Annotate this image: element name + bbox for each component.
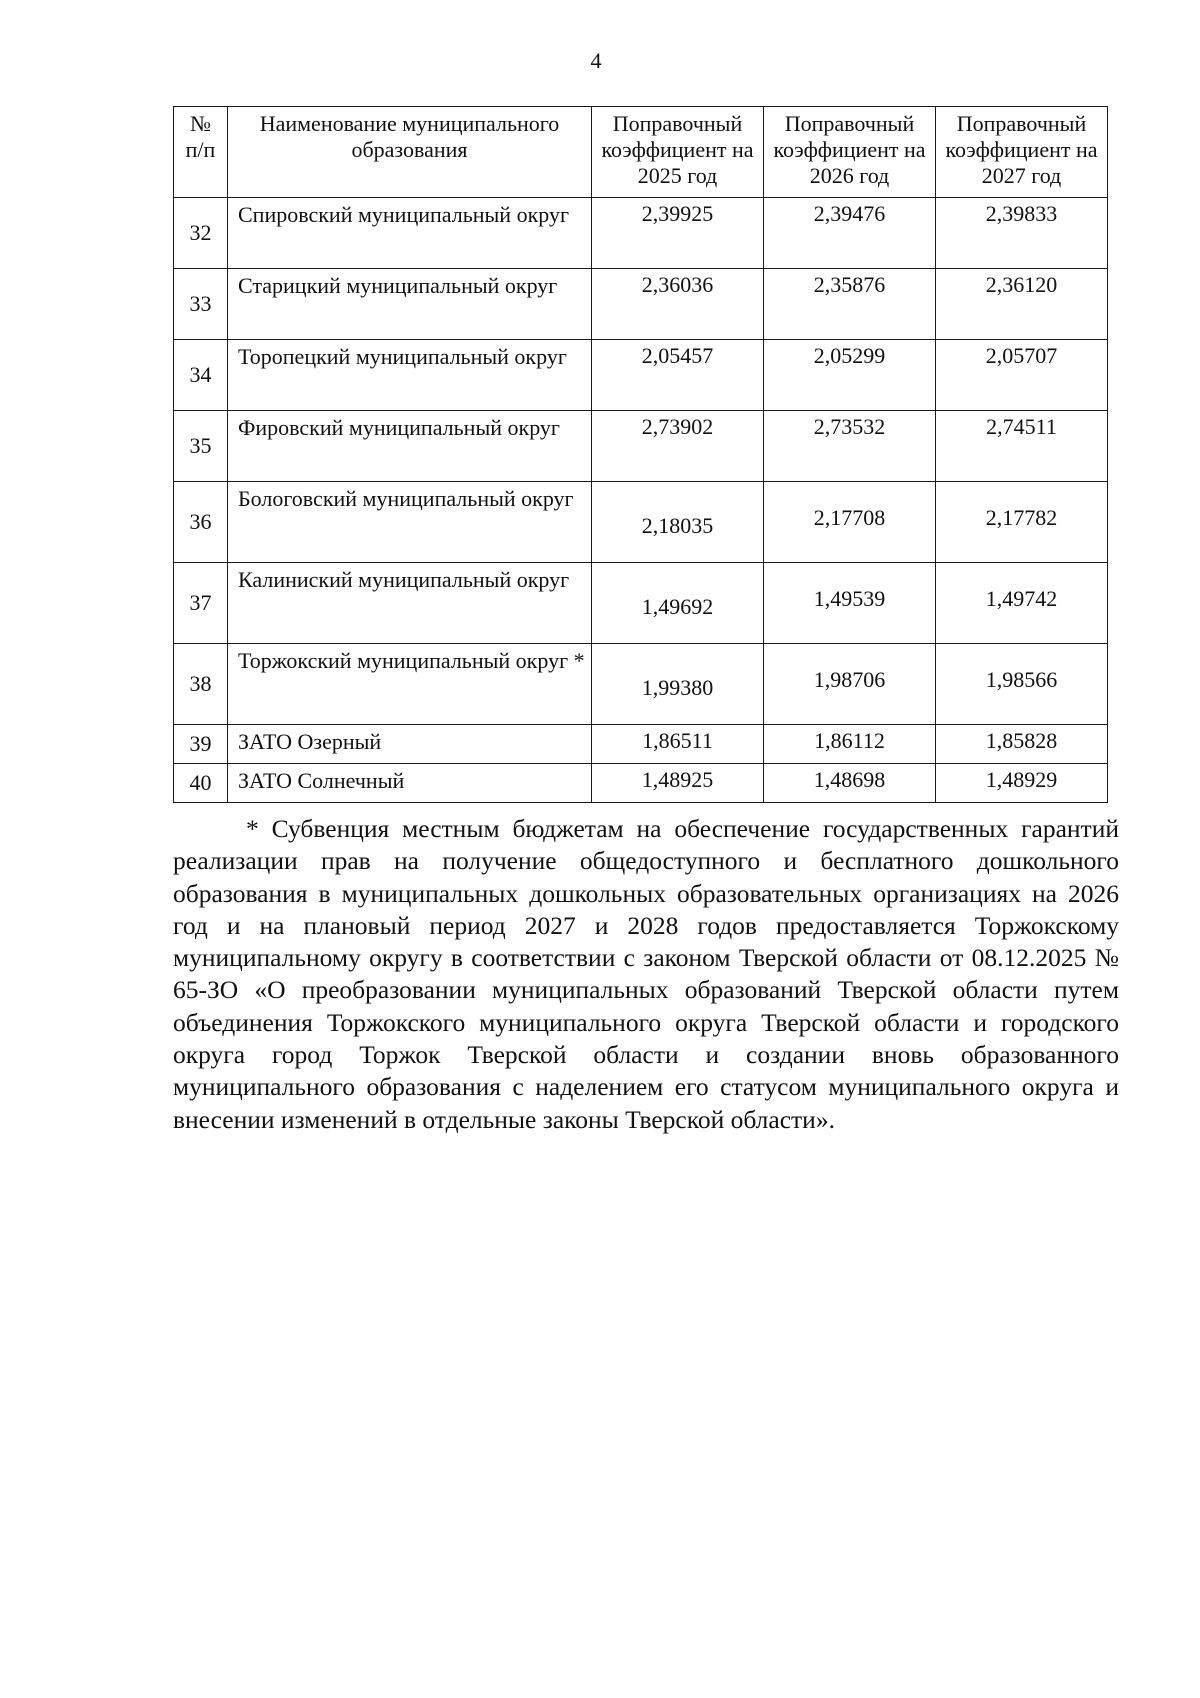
coef-2026: 2,05299	[764, 340, 936, 411]
coef-2026: 2,35876	[764, 269, 936, 340]
table-row	[174, 725, 1108, 764]
coef-2027: 2,36120	[936, 269, 1108, 340]
coef-2025: 2,18035	[592, 482, 764, 563]
coef-2027: 2,74511	[936, 411, 1108, 482]
row-number: 38	[174, 644, 228, 725]
coef-2025: 2,36036	[592, 269, 764, 340]
row-number: 34	[174, 340, 228, 411]
table-row	[174, 340, 1108, 411]
coefficient-table	[173, 106, 1108, 803]
table-row	[174, 563, 1108, 644]
table-row	[174, 482, 1108, 563]
header-coef-2025: Поправочный коэффициент на 2025 год	[592, 107, 764, 198]
municipality-name: Торопецкий муниципальный округ	[228, 340, 592, 411]
coef-2027: 1,48929	[936, 764, 1108, 803]
coef-2025: 1,99380	[592, 644, 764, 725]
row-number: 35	[174, 411, 228, 482]
row-number: 37	[174, 563, 228, 644]
coef-2025: 1,86511	[592, 725, 764, 764]
table-row	[174, 269, 1108, 340]
row-number: 39	[174, 725, 228, 764]
coef-2027: 2,17782	[936, 482, 1108, 563]
municipality-name: Старицкий муниципальный округ	[228, 269, 592, 340]
coef-2026: 2,17708	[764, 482, 936, 563]
coef-2026: 2,73532	[764, 411, 936, 482]
row-number: 40	[174, 764, 228, 803]
municipality-name: Торжокский муниципальный округ *	[228, 644, 592, 725]
municipality-name: ЗАТО Озерный	[228, 725, 592, 764]
table-header-row	[174, 107, 1108, 198]
coef-2026: 1,98706	[764, 644, 936, 725]
municipality-name: Бологовский муниципальный округ	[228, 482, 592, 563]
header-name: Наименование муниципального образования	[228, 107, 592, 198]
coef-2027: 2,39833	[936, 198, 1108, 269]
coef-2026: 1,86112	[764, 725, 936, 764]
coef-2027: 1,85828	[936, 725, 1108, 764]
coef-2025: 2,73902	[592, 411, 764, 482]
coef-2025: 2,05457	[592, 340, 764, 411]
table-row	[174, 644, 1108, 725]
footnote-paragraph: * Субвенция местным бюджетам на обеспечение государственных гарантий реализации прав на получение общедоступного и бесплатного дошкольного образования в муниципальных дошкольных образовательных организациях на 2026 год и на плановый период 2027 и 2028 годов предоставляется Торжокскому муниципальному округу в соответствии с законом Тверской области от 08.12.2025 № 65-ЗО «О преобразовании муниципальных образований Тверской области путем объединения Торжокского муниципального округа Тверской области и городского округа город Торжок Тверской области и создании вновь образованного муниципального образования с наделением его статусом муниципального округа и внесении изменений в отдельные законы Тверской области».	[173, 814, 1119, 1134]
municipality-name: Калиниский муниципальный округ	[228, 563, 592, 644]
row-number: 33	[174, 269, 228, 340]
municipality-name: ЗАТО Солнечный	[228, 764, 592, 803]
row-number: 32	[174, 198, 228, 269]
header-coef-2026: Поправочный коэффициент на 2026 год	[764, 107, 936, 198]
coef-2026: 1,48698	[764, 764, 936, 803]
coef-2027: 2,05707	[936, 340, 1108, 411]
coef-2027: 1,98566	[936, 644, 1108, 725]
header-coef-2027: Поправочный коэффициент на 2027 год	[936, 107, 1108, 198]
row-number: 36	[174, 482, 228, 563]
header-num: № п/п	[174, 107, 228, 198]
coef-2027: 1,49742	[936, 563, 1108, 644]
table-row	[174, 411, 1108, 482]
page-number: 4	[590, 48, 602, 73]
coef-2025: 1,48925	[592, 764, 764, 803]
coef-2025: 2,39925	[592, 198, 764, 269]
table-row	[174, 764, 1108, 803]
coef-2026: 2,39476	[764, 198, 936, 269]
municipality-name: Спировский муниципальный округ	[228, 198, 592, 269]
table-row	[174, 198, 1108, 269]
municipality-name: Фировский муниципальный округ	[228, 411, 592, 482]
coef-2025: 1,49692	[592, 563, 764, 644]
coef-2026: 1,49539	[764, 563, 936, 644]
